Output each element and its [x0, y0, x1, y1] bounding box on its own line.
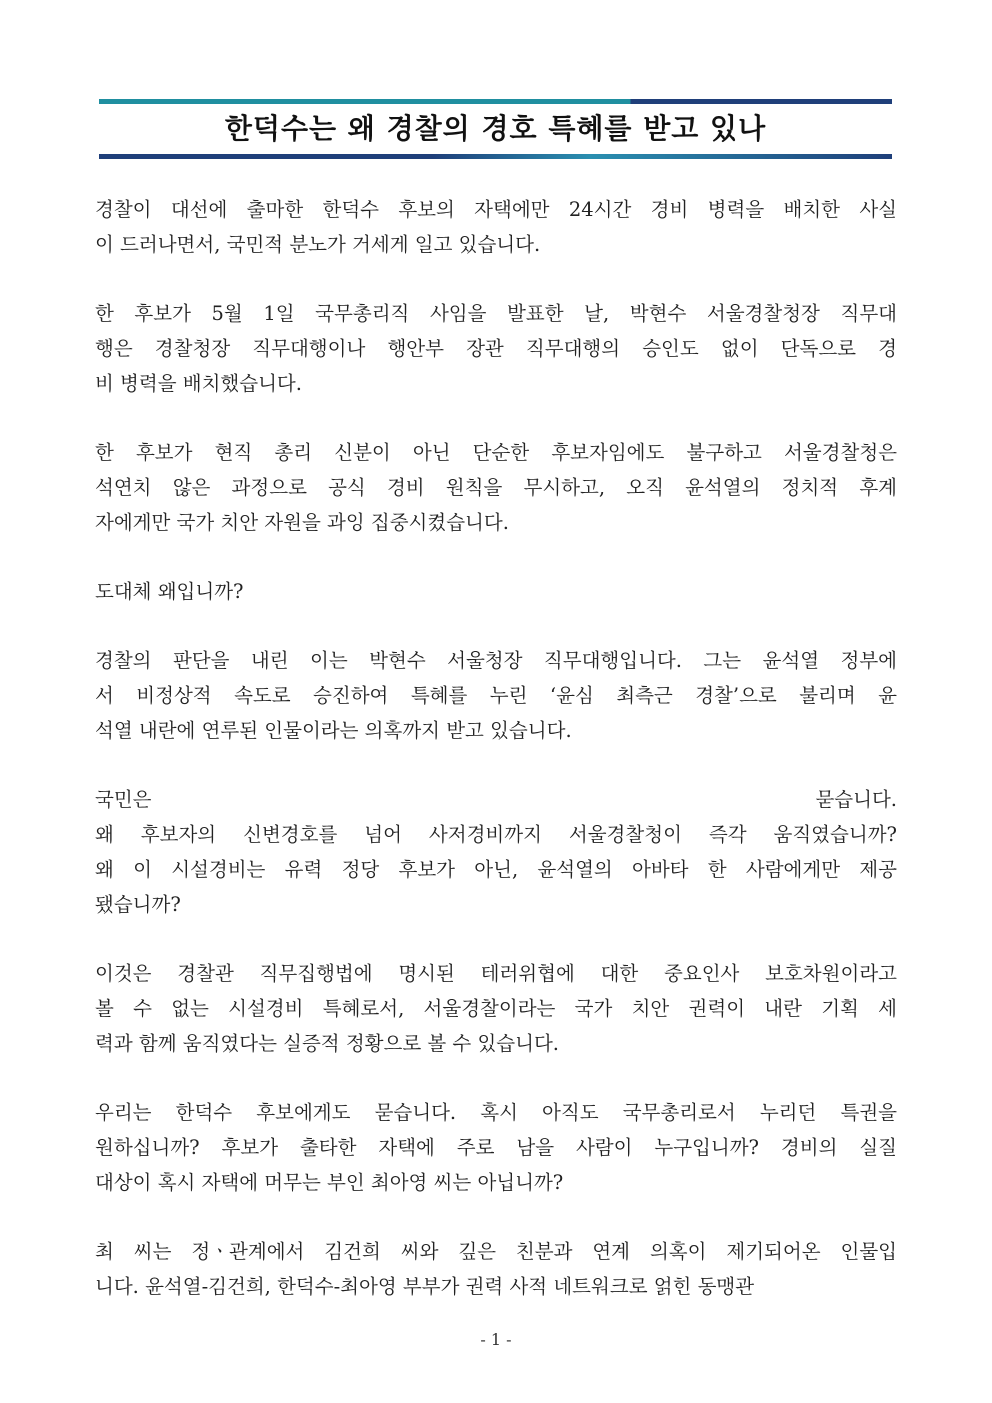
text-line: 니다. 윤석열-김건희, 한덕수-최아영 부부가 권력 사적 네트워크로 얽힌 동맹관 [95, 1275, 755, 1298]
text-line: 한 후보가 5월 1일 국무총리직 사임을 발표한 날, 박현수 서울경찰청장 직무대 [95, 302, 897, 325]
text-line: 볼 수 없는 시설경비 특혜로서, 서울경찰이라는 국가 치안 권력이 내란 기획 세 [95, 997, 897, 1020]
text-line: 서 비정상적 속도로 승진하여 특혜를 누린 ‘윤심 최측근 경찰’으로 불리며 윤 [95, 684, 897, 707]
paragraph [95, 574, 897, 609]
paragraph [95, 192, 897, 262]
text-line: 도대체 왜입니까? [95, 580, 244, 603]
text-line: 최 씨는 정ㆍ관계에서 김건희 씨와 깊은 친분과 연계 의혹이 제기되어온 인물입 [95, 1240, 897, 1263]
text-line: 경찰이 대선에 출마한 한덕수 후보의 자택에만 24시간 경비 병력을 배치한 사실 [95, 198, 897, 221]
text-line: 석연치 않은 과정으로 공식 경비 원칙을 무시하고, 오직 윤석열의 정치적 후계 [95, 476, 897, 499]
paragraph [95, 435, 897, 540]
text-line: 우리는 한덕수 후보에게도 묻습니다. 혹시 아직도 국무총리로서 누리던 특권을 [95, 1101, 897, 1124]
paragraph [95, 956, 897, 1061]
title-rule-bottom [99, 154, 892, 159]
text-line: 이 드러나면서, 국민적 분노가 거세게 일고 있습니다. [95, 233, 541, 256]
paragraph [95, 643, 897, 748]
text-line: 됐습니까? [95, 893, 181, 916]
text-line: 석열 내란에 연루된 인물이라는 의혹까지 받고 있습니다. [95, 719, 572, 742]
text-line: 행은 경찰청장 직무대행이나 행안부 장관 직무대행의 승인도 없이 단독으로 경 [95, 337, 897, 360]
title-block [99, 99, 892, 159]
page-title: 한덕수는 왜 경찰의 경호 특혜를 받고 있나 [224, 112, 767, 145]
document-body [95, 192, 897, 1338]
text-line: 원하십니까? 후보가 출타한 자택에 주로 남을 사람이 누구입니까? 경비의 실질 [95, 1136, 897, 1159]
text-line: 국민은 묻습니다. [95, 788, 897, 811]
text-line: 력과 함께 움직였다는 실증적 정황으로 볼 수 있습니다. [95, 1032, 560, 1055]
text-line: 대상이 혹시 자택에 머무는 부인 최아영 씨는 아닙니까? [95, 1171, 564, 1194]
text-line: 이것은 경찰관 직무집행법에 명시된 테러위협에 대한 중요인사 보호차원이라고 [95, 962, 897, 985]
text-line: 자에게만 국가 치안 자원을 과잉 집중시켰습니다. [95, 511, 509, 534]
page-number: - 1 - [480, 1330, 512, 1349]
text-line: 비 병력을 배치했습니다. [95, 372, 302, 395]
paragraph [95, 782, 897, 922]
text-line: 왜 후보자의 신변경호를 넘어 사저경비까지 서울경찰청이 즉각 움직였습니까? [95, 823, 897, 846]
text-line: 경찰의 판단을 내린 이는 박현수 서울청장 직무대행입니다. 그는 윤석열 정부에 [95, 649, 897, 672]
text-line: 왜 이 시설경비는 유력 정당 후보가 아닌, 윤석열의 아바타 한 사람에게만 제공 [95, 858, 897, 881]
paragraph [95, 296, 897, 401]
paragraph [95, 1234, 897, 1304]
text-line: 한 후보가 현직 총리 신분이 아닌 단순한 후보자임에도 불구하고 서울경찰청은 [95, 441, 897, 464]
paragraph [95, 1095, 897, 1200]
